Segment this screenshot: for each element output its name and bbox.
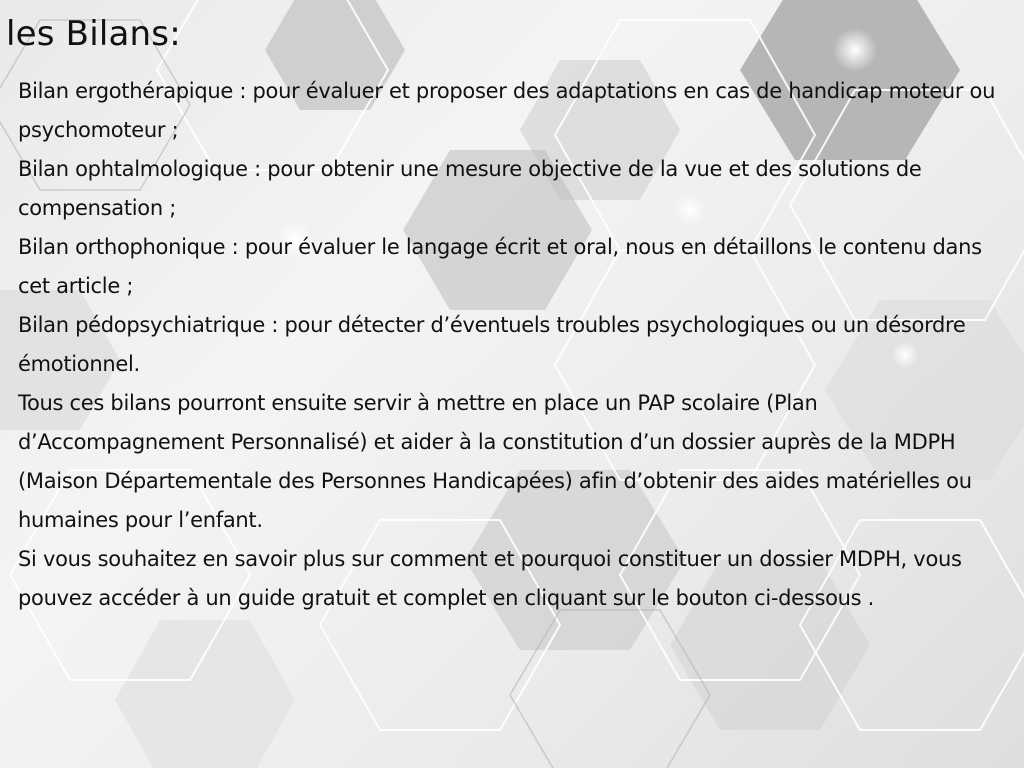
paragraph: Bilan orthophonique : pour évaluer le langage écrit et oral, nous en détaillons le contenu dans cet article ; — [18, 235, 982, 298]
paragraph: Bilan ergothérapique : pour évaluer et proposer des adaptations en cas de handicap moteur ou psychomoteur ; — [18, 79, 996, 142]
paragraph: Bilan pédopsychiatrique : pour détecter d’éventuels troubles psychologiques ou un désordre émotionnel. — [18, 313, 966, 376]
paragraph: Si vous souhaitez en savoir plus sur comment et pourquoi constituer un dossier MDPH, vous pouvez accéder à un guide gratuit et complet en cliquant sur le bouton ci-dessous . — [18, 547, 962, 610]
paragraph: Tous ces bilans pourront ensuite servir à mettre en place un PAP scolaire (Plan d’Accompagnement Personnalisé) et aider à la constitution d’un dossier auprès de la MDPH (Maison Départementale des Personnes Handicapées) afin d’obtenir des aides matérielles ou humaines pour l’enfant. — [18, 391, 972, 532]
paragraph: Bilan ophtalmologique : pour obtenir une mesure objective de la vue et des solutions de compensation ; — [18, 157, 922, 220]
slide-title: les Bilans: — [6, 14, 181, 54]
slide-body — [18, 72, 1018, 618]
